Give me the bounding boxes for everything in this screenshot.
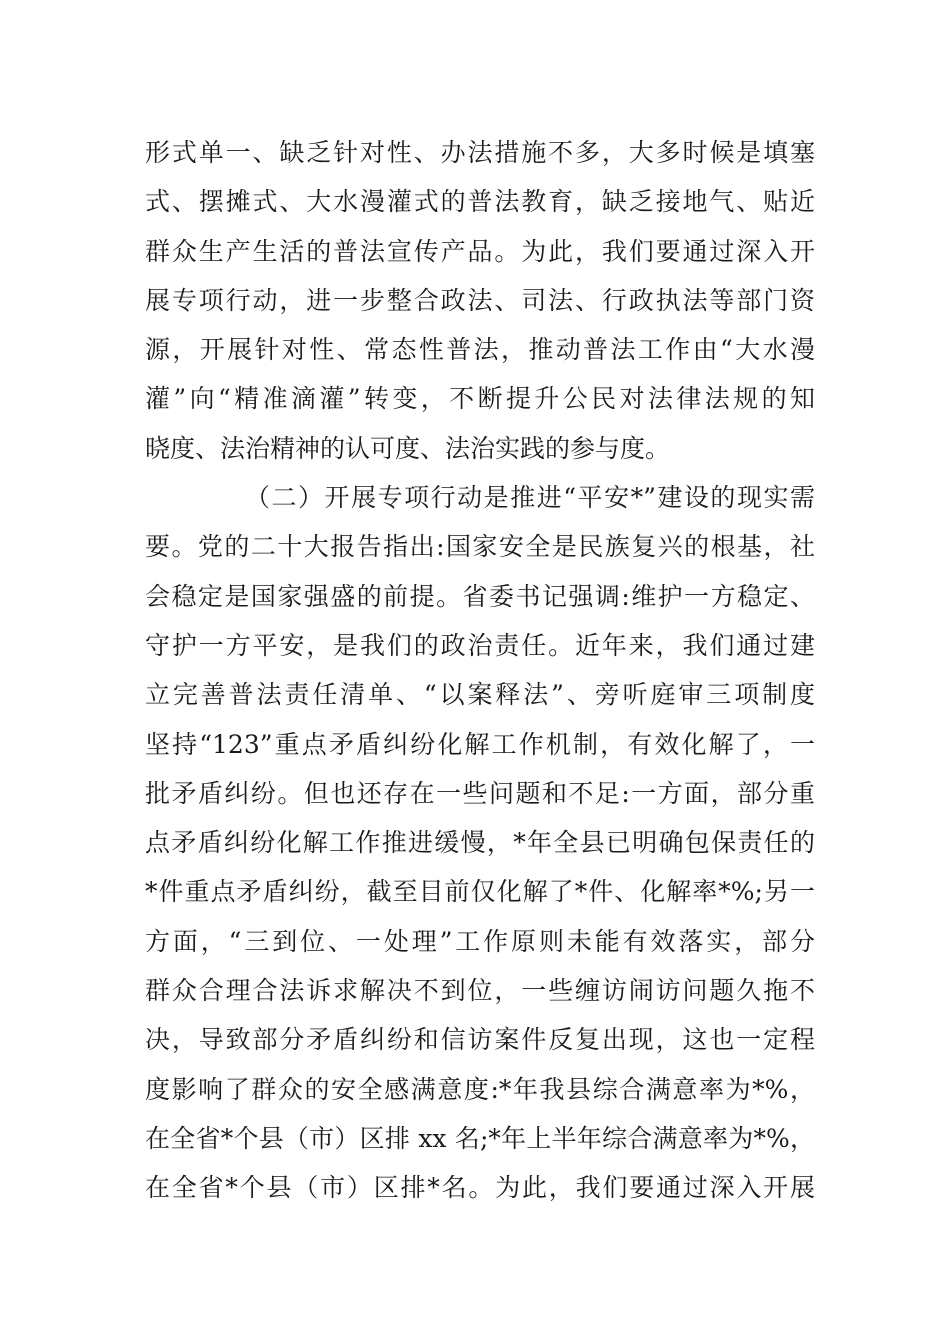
text-line: 展专项行动，进一步整合政法、司法、行政执法等部门资 [145, 285, 815, 315]
text-line: 批矛盾纠纷。但也还存在一些问题和不足:一方面，部分重 [145, 778, 815, 808]
body-text [145, 128, 815, 1213]
text-line: 晓度、法治精神的认可度、法治实践的参与度。 [145, 433, 671, 463]
text-line: 形式单一、缺乏针对性、办法措施不多，大多时候是填塞 [145, 138, 815, 167]
text-line: 坚持“123”重点矛盾纠纷化解工作机制，有效化解了，一 [145, 729, 815, 759]
text-line: 会稳定是国家强盛的前提。省委书记强调:维护一方稳定、 [145, 581, 815, 611]
text-line: 守护一方平安，是我们的政治责任。近年来，我们通过建 [145, 630, 815, 660]
section-heading-line: （二）开展专项行动是推进“平安*”建设的现实需 [245, 483, 815, 513]
text-line: 灌”向“精准滴灌”转变，不断提升公民对法律法规的知 [145, 384, 815, 414]
text-line: 方面，“三到位、一处理”工作原则未能有效落实，部分 [145, 926, 815, 956]
text-line: 度影响了群众的安全感满意度:*年我县综合满意率为*%， [145, 1074, 815, 1104]
text-line: 点矛盾纠纷化解工作推进缓慢，*年全县已明确包保责任的 [145, 828, 815, 858]
text-line: 要。党的二十大报告指出:国家安全是民族复兴的根基，社 [145, 532, 815, 562]
text-line: 式、摆摊式、大水漫灌式的普法教育，缺乏接地气、贴近 [145, 187, 815, 217]
text-line: *件重点矛盾纠纷，截至目前仅化解了*件、化解率*%;另一 [145, 877, 815, 907]
text-line: 决，导致部分矛盾纠纷和信访案件反复出现，这也一定程 [145, 1025, 815, 1055]
text-line: 群众生产生活的普法宣传产品。为此，我们要通过深入开 [145, 236, 815, 266]
text-line: 源，开展针对性、常态性普法，推动普法工作由“大水漫 [145, 335, 815, 365]
text-line: 在全省*个县（市）区排*名。为此，我们要通过深入开展 [145, 1173, 815, 1203]
text-line: 群众合理合法诉求解决不到位，一些缠访闹访问题久拖不 [145, 976, 815, 1006]
text-line: 在全省*个县（市）区排 xx 名;*年上半年综合满意率为*%， [145, 1123, 815, 1153]
text-line: 立完善普法责任清单、“以案释法”、旁听庭审三项制度 [145, 680, 815, 710]
